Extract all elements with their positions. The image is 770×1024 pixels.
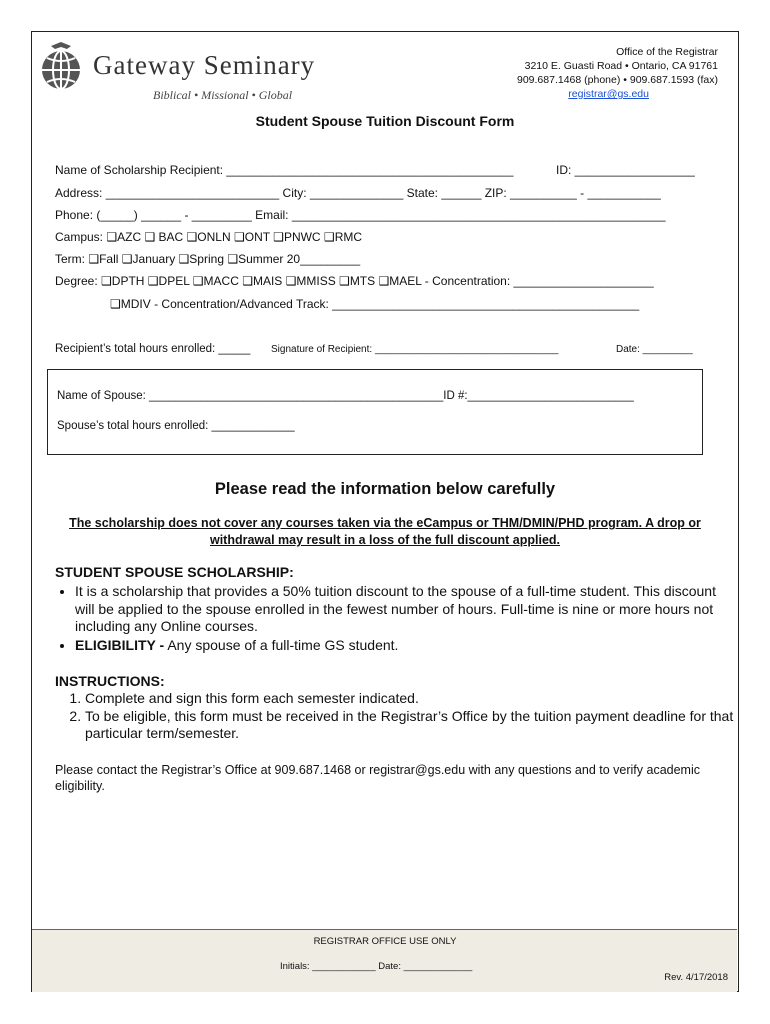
instructions-heading: INSTRUCTIONS: — [55, 673, 165, 689]
eligibility-label: ELIGIBILITY - — [75, 636, 165, 653]
instructions-list — [55, 690, 745, 743]
address-field[interactable]: Address: __________________________ City: ______________ State: ______ ZIP: __________ - ___________ — [55, 186, 661, 200]
org-tagline: Biblical • Missional • Global — [153, 88, 293, 102]
spouse-section — [47, 369, 703, 455]
seminary-globe-icon — [37, 40, 85, 92]
spouse-hours-field[interactable]: Spouse’s total hours enrolled: _____________ — [57, 420, 295, 432]
recipient-signature-field[interactable]: Signature of Recipient: _________________________________ — [271, 344, 559, 355]
spouse-name-field[interactable]: Name of Spouse: ______________________________________________ID #:__________________________ — [57, 390, 634, 402]
mdiv-checkbox[interactable]: ❑MDIV - Concentration/Advanced Track: ______________________________________________ — [110, 297, 640, 311]
instruction-item: 2. To be eligible, this form must be received in the Registrar’s Office by the tuition payment deadline for that particular term/semester. — [85, 708, 745, 743]
phone-email-field[interactable]: Phone: (_____) ______ - _________ Email: ________________________________________________________ — [55, 208, 666, 222]
revision-date: Rev. 4/17/2018 — [664, 972, 728, 983]
recipient-hours-field[interactable]: Recipient’s total hours enrolled: _____ — [55, 343, 251, 355]
scholarship-warning: The scholarship does not cover any courses taken via the eCampus or THM/DMIN/PHD program. A drop or withdrawal may result in a loss of the full discount applied. — [69, 516, 701, 547]
office-name: Office of the Registrar — [616, 46, 718, 58]
org-name: Gateway Seminary — [93, 50, 316, 80]
term-checkboxes[interactable]: Term: ❑Fall ❑January ❑Spring ❑Summer 20_________ — [55, 252, 361, 266]
scholarship-description: • It is a scholarship that provides a 50% tuition discount to the spouse of a full-time student. This discount will be applied to the spouse enrolled in the fewest number of hours. Full-time is nine or more hours not including any Online courses. — [75, 583, 735, 636]
recipient-date-field[interactable]: Date: _________ — [616, 344, 693, 355]
office-use-label: REGISTRAR OFFICE USE ONLY — [313, 936, 457, 947]
recipient-name-field[interactable]: Name of Scholarship Recipient: ___________________________________________ — [55, 163, 514, 177]
registrar-email-link[interactable]: registrar@gs.edu — [568, 88, 649, 100]
office-phone: 909.687.1468 (phone) • 909.687.1593 (fax) — [517, 74, 718, 86]
recipient-id-field[interactable]: ID: __________________ — [556, 163, 695, 177]
notice-heading: Please read the information below carefully — [214, 480, 556, 498]
office-address: 3210 E. Guasti Road • Ontario, CA 91761 — [524, 60, 718, 72]
instruction-item: 1. Complete and sign this form each semester indicated. — [85, 690, 745, 708]
eligibility-item — [75, 637, 735, 655]
form-title: Student Spouse Tuition Discount Form — [255, 113, 515, 129]
scholarship-heading: STUDENT SPOUSE SCHOLARSHIP: — [55, 564, 294, 580]
degree-checkboxes[interactable]: Degree: ❑DPTH ❑DPEL ❑MACC ❑MAIS ❑MMISS ❑MTS ❑MAEL - Concentration: _____________________ — [55, 274, 654, 288]
eligibility-text: Any spouse of a full-time GS student. — [164, 636, 399, 653]
office-initials-date-field[interactable]: Initials: ____________ Date: _____________ — [280, 961, 473, 972]
campus-checkboxes[interactable]: Campus: ❑AZC ❑ BAC ❑ONLN ❑ONT ❑PNWC ❑RMC — [55, 230, 363, 244]
scholarship-list — [55, 583, 735, 655]
contact-note: Please contact the Registrar’s Office at 909.687.1468 or registrar@gs.edu with any questions and to verify academic eligibility. — [55, 763, 700, 793]
